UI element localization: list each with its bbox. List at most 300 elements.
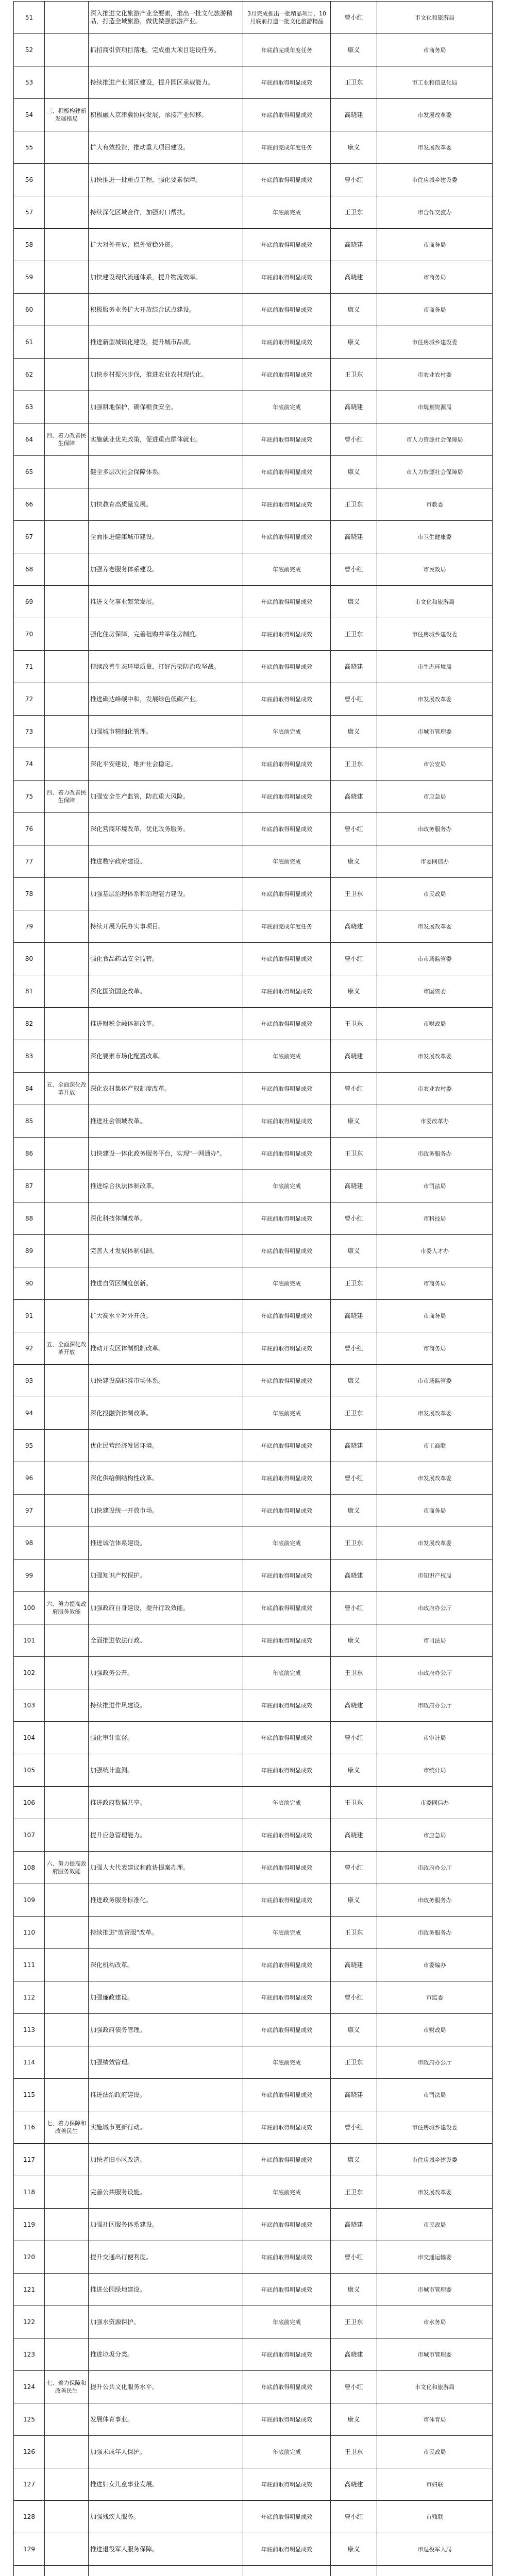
row-number: 122	[14, 2306, 45, 2338]
category-cell	[45, 2306, 89, 2338]
row-number: 75	[14, 781, 45, 813]
time-target: 年底前取得明显成效	[243, 1462, 331, 1495]
table-row	[14, 1722, 493, 1754]
time-target: 年底前取得明显成效	[243, 521, 331, 553]
category-cell: 四、着力改善民生保障	[45, 781, 89, 813]
table-row	[14, 1754, 493, 1787]
responsible-unit: 市发展改革委	[377, 131, 493, 164]
task-description: 加强政府债务管理。	[89, 2014, 243, 2046]
time-target: 年底前取得明显成效	[243, 975, 331, 1008]
row-number: 65	[14, 456, 45, 488]
category-cell	[45, 651, 89, 683]
task-description: 加快推进一批重点工程，强化要素保障。	[89, 164, 243, 196]
category-cell	[45, 910, 89, 943]
responsible-leader: 王卫东	[331, 618, 377, 651]
responsible-unit: 市住房城乡建设委	[377, 326, 493, 359]
responsible-unit: 市人力资源社会保障局	[377, 423, 493, 456]
task-description: 加强水资源保护。	[89, 2306, 243, 2338]
category-cell: 七、着力保障和改善民生	[45, 2371, 89, 2403]
row-number: 120	[14, 2241, 45, 2274]
table-row	[14, 716, 493, 748]
responsible-unit: 市住房城乡建设委	[377, 2144, 493, 2176]
table-row	[14, 2371, 493, 2403]
time-target: 年底前取得明显成效	[243, 66, 331, 99]
category-cell	[45, 1819, 89, 1852]
table-row	[14, 488, 493, 521]
table-row	[14, 1624, 493, 1657]
task-description: 强化食品药品安全监管。	[89, 943, 243, 975]
category-cell: 三、积极构建新发展格局	[45, 99, 89, 131]
time-target: 年底前取得明显成效	[243, 878, 331, 910]
row-number: 106	[14, 1787, 45, 1819]
time-target: 年底前取得明显成效	[243, 1138, 331, 1170]
responsible-leader: 曹小红	[331, 943, 377, 975]
category-cell	[45, 748, 89, 781]
time-target: 年底前取得明显成效	[243, 2209, 331, 2241]
table-row	[14, 326, 493, 359]
responsible-unit: 市政府办公厅	[377, 2046, 493, 2079]
responsible-unit: 市政府办公厅	[377, 1689, 493, 1722]
task-description: 提升公共文化服务水平。	[89, 2371, 243, 2403]
responsible-unit: 市文化和旅游局	[377, 2371, 493, 2403]
responsible-unit: 市政务服务办	[377, 813, 493, 845]
table-row	[14, 1495, 493, 1527]
responsible-unit: 市体育局	[377, 2403, 493, 2436]
task-description: 加强知识产权保护。	[89, 1560, 243, 1592]
task-description: 推进政务服务标准化。	[89, 1884, 243, 1917]
responsible-unit: 市工商联	[377, 1430, 493, 1462]
category-cell	[45, 1657, 89, 1689]
row-number: 57	[14, 196, 45, 229]
table-row	[14, 2403, 493, 2436]
responsible-unit: 市委编办	[377, 1949, 493, 1981]
responsible-unit: 市民政局	[377, 878, 493, 910]
time-target: 年底前取得明显成效	[243, 1689, 331, 1722]
category-cell	[45, 975, 89, 1008]
responsible-unit: 市教委	[377, 488, 493, 521]
time-target: 年底前取得明显成效	[243, 1852, 331, 1884]
responsible-leader: 高晓建	[331, 2079, 377, 2111]
table-row	[14, 2338, 493, 2371]
row-number: 77	[14, 845, 45, 878]
responsible-leader: 曹小红	[331, 1202, 377, 1235]
responsible-leader: 康义	[331, 1624, 377, 1657]
row-number: 55	[14, 131, 45, 164]
responsible-leader: 康义	[331, 1754, 377, 1787]
responsible-leader: 王卫东	[331, 488, 377, 521]
row-number: 127	[14, 2468, 45, 2501]
table-row	[14, 1592, 493, 1624]
responsible-leader: 曹小红	[331, 1592, 377, 1624]
responsible-leader: 康义	[331, 2403, 377, 2436]
responsible-unit: 市住房城乡建设委	[377, 618, 493, 651]
responsible-unit: 市城市管理委	[377, 716, 493, 748]
category-cell	[45, 488, 89, 521]
category-cell	[45, 2468, 89, 2501]
task-description: 实施就业优先政策，促进重点群体就业。	[89, 423, 243, 456]
table-row	[14, 651, 493, 683]
time-target: 年底前取得明显成效	[243, 261, 331, 294]
row-number: 129	[14, 2533, 45, 2566]
responsible-unit: 市公安局	[377, 748, 493, 781]
responsible-unit: 市商务局	[377, 294, 493, 326]
responsible-unit: 市发展改革委	[377, 2176, 493, 2209]
responsible-leader: 康义	[331, 975, 377, 1008]
time-target: 年底前完成	[243, 716, 331, 748]
time-target: 年底前取得明显成效	[243, 943, 331, 975]
row-number: 115	[14, 2079, 45, 2111]
responsible-unit: 市商务局	[377, 1495, 493, 1527]
table-row	[14, 1949, 493, 1981]
table-row	[14, 2436, 493, 2468]
category-cell	[45, 521, 89, 553]
task-description: 持续深化区域合作，加强对口帮扶。	[89, 196, 243, 229]
task-description: 加强城市精细化管理。	[89, 716, 243, 748]
table-row	[14, 34, 493, 66]
task-description: 推进数字政府建设。	[89, 845, 243, 878]
responsible-leader: 高晓建	[331, 1949, 377, 1981]
category-cell: 五、全面深化改革开放	[45, 1073, 89, 1105]
task-description: 深化科技体制改革。	[89, 1202, 243, 1235]
time-target: 年底前完成	[243, 1170, 331, 1202]
row-number: 117	[14, 2144, 45, 2176]
task-description: 持续推进"放管服"改革。	[89, 1917, 243, 1949]
time-target: 年底前取得明显成效	[243, 1365, 331, 1397]
row-number: 74	[14, 748, 45, 781]
time-target: 年底前取得明显成效	[243, 1332, 331, 1365]
table-row	[14, 1430, 493, 1462]
table-row	[14, 1560, 493, 1592]
category-cell	[45, 2046, 89, 2079]
responsible-unit: 市政府办公厅	[377, 1592, 493, 1624]
responsible-leader: 高晓建	[331, 1170, 377, 1202]
responsible-leader: 康义	[331, 1105, 377, 1138]
task-description: 深化营商环境改革，优化政务服务。	[89, 813, 243, 845]
time-target: 年底前完成	[243, 391, 331, 423]
category-cell	[45, 813, 89, 845]
task-description: 推进文化事业繁荣发展。	[89, 586, 243, 618]
row-number: 98	[14, 1527, 45, 1560]
task-description: 加强政府自身建设，提升行政效能。	[89, 1592, 243, 1624]
table-row	[14, 1852, 493, 1884]
responsible-leader: 高晓建	[331, 391, 377, 423]
row-number: 79	[14, 910, 45, 943]
responsible-leader: 康义	[331, 2144, 377, 2176]
row-number: 118	[14, 2176, 45, 2209]
category-cell	[45, 1397, 89, 1430]
table-row	[14, 1819, 493, 1852]
responsible-unit: 市农业农村委	[377, 1073, 493, 1105]
table-row	[14, 2111, 493, 2144]
task-description: 加强耕地保护，确保粮食安全。	[89, 391, 243, 423]
responsible-leader: 王卫东	[331, 1008, 377, 1040]
task-description: 提升交通出行便利度。	[89, 2241, 243, 2274]
responsible-leader: 康义	[331, 456, 377, 488]
table-row	[14, 521, 493, 553]
row-number: 73	[14, 716, 45, 748]
row-number: 85	[14, 1105, 45, 1138]
table-row	[14, 423, 493, 456]
responsible-leader: 高晓建	[331, 781, 377, 813]
table-row	[14, 1202, 493, 1235]
table-row	[14, 878, 493, 910]
category-cell	[45, 1495, 89, 1527]
table-row	[14, 1300, 493, 1332]
row-number: 110	[14, 1917, 45, 1949]
time-target: 年底前完成年度任务	[243, 910, 331, 943]
time-target: 年底前取得明显成效	[243, 1884, 331, 1917]
category-cell	[45, 1884, 89, 1917]
category-cell	[45, 2533, 89, 2566]
time-target: 年底前取得明显成效	[243, 2144, 331, 2176]
table-row	[14, 391, 493, 423]
responsible-unit: 市政务服务办	[377, 1138, 493, 1170]
row-number: 71	[14, 651, 45, 683]
category-cell: 六、努力提高政府服务效能	[45, 1592, 89, 1624]
responsible-unit: 市政府办公厅	[377, 1657, 493, 1689]
category-cell	[45, 456, 89, 488]
task-description: 加强残疾人服务。	[89, 2501, 243, 2533]
row-number: 104	[14, 1722, 45, 1754]
responsible-unit: 市卫生健康委	[377, 521, 493, 553]
time-target: 年底前完成	[243, 1267, 331, 1300]
responsible-leader: 高晓建	[331, 229, 377, 261]
responsible-leader: 高晓建	[331, 2209, 377, 2241]
time-target: 年底前完成	[243, 553, 331, 586]
task-description	[89, 2566, 243, 2576]
responsible-leader: 曹小红	[331, 1073, 377, 1105]
time-target: 年底前完成	[243, 1787, 331, 1819]
time-target: 年底前取得明显成效	[243, 2371, 331, 2403]
responsible-unit	[377, 2566, 493, 2576]
table-row	[14, 1040, 493, 1073]
responsible-unit: 市发展改革委	[377, 1397, 493, 1430]
table-row	[14, 196, 493, 229]
task-description: 推动开发区体制机制改革。	[89, 1332, 243, 1365]
responsible-leader: 高晓建	[331, 99, 377, 131]
category-cell: 七、着力保障和改善民生	[45, 2111, 89, 2144]
table-row	[14, 748, 493, 781]
row-number: 87	[14, 1170, 45, 1202]
task-description: 持续改善生态环境质量，打好污染防治攻坚战。	[89, 651, 243, 683]
category-cell	[45, 1235, 89, 1267]
time-target: 年底前完成	[243, 1040, 331, 1073]
category-cell	[45, 1754, 89, 1787]
category-cell	[45, 164, 89, 196]
time-target: 年底前完成	[243, 196, 331, 229]
category-cell	[45, 878, 89, 910]
row-number: 78	[14, 878, 45, 910]
responsible-unit: 市妇联	[377, 2468, 493, 2501]
category-cell	[45, 2209, 89, 2241]
category-cell	[45, 2403, 89, 2436]
row-number: 68	[14, 553, 45, 586]
time-target: 年底前取得明显成效	[243, 2338, 331, 2371]
responsible-leader: 王卫东	[331, 1267, 377, 1300]
responsible-leader: 康义	[331, 326, 377, 359]
time-target: 年底前取得明显成效	[243, 781, 331, 813]
table-row	[14, 910, 493, 943]
category-cell	[45, 1722, 89, 1754]
task-table-body	[14, 2, 493, 2576]
category-cell	[45, 1202, 89, 1235]
time-target: 年底前取得明显成效	[243, 1592, 331, 1624]
responsible-unit: 市司法局	[377, 1170, 493, 1202]
responsible-leader: 高晓建	[331, 2468, 377, 2501]
task-description: 推进财税金融体制改革。	[89, 1008, 243, 1040]
task-description: 加快老旧小区改造。	[89, 2144, 243, 2176]
responsible-leader: 康义	[331, 716, 377, 748]
task-description: 加强社区服务体系建设。	[89, 2209, 243, 2241]
responsible-unit: 市监委	[377, 1981, 493, 2014]
row-number: 92	[14, 1332, 45, 1365]
time-target: 年底前取得明显成效	[243, 1105, 331, 1138]
time-target: 年底前取得明显成效	[243, 1300, 331, 1332]
task-description: 加快建设现代流通体系，提升物流效率。	[89, 261, 243, 294]
responsible-leader: 康义	[331, 1235, 377, 1267]
category-cell	[45, 2436, 89, 2468]
responsible-unit: 市商务局	[377, 34, 493, 66]
category-cell	[45, 196, 89, 229]
row-number: 86	[14, 1138, 45, 1170]
row-number: 90	[14, 1267, 45, 1300]
category-cell	[45, 1267, 89, 1300]
task-description: 推进公园绿地建设。	[89, 2274, 243, 2306]
responsible-unit: 市住房城乡建设委	[377, 164, 493, 196]
responsible-unit: 市民政局	[377, 2209, 493, 2241]
task-description: 推进碳达峰碳中和，发展绿色低碳产业。	[89, 683, 243, 716]
responsible-unit: 市合作交流办	[377, 196, 493, 229]
task-description: 深化平安建设，维护社会稳定。	[89, 748, 243, 781]
category-cell	[45, 2144, 89, 2176]
responsible-leader: 康义	[331, 845, 377, 878]
row-number: 105	[14, 1754, 45, 1787]
responsible-leader: 高晓建	[331, 910, 377, 943]
responsible-unit: 市规划资源局	[377, 391, 493, 423]
responsible-unit: 市民政局	[377, 2436, 493, 2468]
task-description: 加强基层治理体系和治理能力建设。	[89, 878, 243, 910]
responsible-leader: 曹小红	[331, 2241, 377, 2274]
time-target: 年底前取得明显成效	[243, 2111, 331, 2144]
row-number: 76	[14, 813, 45, 845]
responsible-unit: 市知识产权局	[377, 1560, 493, 1592]
category-cell	[45, 391, 89, 423]
responsible-leader: 王卫东	[331, 359, 377, 391]
table-row	[14, 294, 493, 326]
row-number: 97	[14, 1495, 45, 1527]
responsible-leader: 康义	[331, 2014, 377, 2046]
task-description: 持续推进作风建设。	[89, 1689, 243, 1722]
row-number: 119	[14, 2209, 45, 2241]
table-row	[14, 2014, 493, 2046]
responsible-leader: 王卫东	[331, 878, 377, 910]
category-cell	[45, 1917, 89, 1949]
responsible-leader: 曹小红	[331, 2371, 377, 2403]
task-description: 积极服务业务扩大开放综合试点建设。	[89, 294, 243, 326]
category-cell	[45, 2241, 89, 2274]
table-row	[14, 553, 493, 586]
category-cell	[45, 618, 89, 651]
row-number: 123	[14, 2338, 45, 2371]
category-cell	[45, 2014, 89, 2046]
table-row	[14, 2566, 493, 2576]
time-target: 年底前取得明显成效	[243, 1430, 331, 1462]
responsible-leader: 高晓建	[331, 2338, 377, 2371]
row-number: 54	[14, 99, 45, 131]
table-row	[14, 2241, 493, 2274]
table-row	[14, 456, 493, 488]
category-cell	[45, 131, 89, 164]
task-description: 推进新型城镇化建设，提升城市品质。	[89, 326, 243, 359]
responsible-leader: 王卫东	[331, 66, 377, 99]
task-description: 加强人大代表建议和政协提案办理。	[89, 1852, 243, 1884]
category-cell	[45, 2338, 89, 2371]
responsible-unit: 市科技局	[377, 1202, 493, 1235]
responsible-unit: 市文化和旅游局	[377, 2, 493, 34]
table-row	[14, 1138, 493, 1170]
task-description: 加快建设统一开放市场。	[89, 1495, 243, 1527]
responsible-leader: 王卫东	[331, 2046, 377, 2079]
responsible-leader: 曹小红	[331, 813, 377, 845]
responsible-leader: 王卫东	[331, 196, 377, 229]
table-row	[14, 2533, 493, 2566]
category-cell	[45, 261, 89, 294]
row-number: 113	[14, 2014, 45, 2046]
time-target: 年底前完成	[243, 2176, 331, 2209]
category-cell	[45, 66, 89, 99]
category-cell	[45, 2176, 89, 2209]
responsible-leader: 高晓建	[331, 1689, 377, 1722]
time-target: 年底前取得明显成效	[243, 2501, 331, 2533]
responsible-leader	[331, 2566, 377, 2576]
time-target: 年底前取得明显成效	[243, 1008, 331, 1040]
row-number: 121	[14, 2274, 45, 2306]
row-number: 102	[14, 1657, 45, 1689]
category-cell	[45, 943, 89, 975]
category-cell	[45, 553, 89, 586]
time-target: 年底前取得明显成效	[243, 683, 331, 716]
task-description: 加快建设一体化政务服务平台，实现"一网通办"。	[89, 1138, 243, 1170]
category-cell	[45, 2501, 89, 2533]
category-cell	[45, 586, 89, 618]
category-cell	[45, 1462, 89, 1495]
responsible-leader: 曹小红	[331, 2111, 377, 2144]
category-cell: 五、全面深化改革开放	[45, 1332, 89, 1365]
task-description: 加强廉政建设。	[89, 1981, 243, 2014]
row-number: 89	[14, 1235, 45, 1267]
row-number: 51	[14, 2, 45, 34]
table-row	[14, 2, 493, 34]
task-description: 推进妇女儿童事业发展。	[89, 2468, 243, 2501]
task-description: 推进政府数据共享。	[89, 1787, 243, 1819]
category-cell	[45, 1365, 89, 1397]
task-description: 抓招商引资项目落地，完成重大项目建设任务。	[89, 34, 243, 66]
task-description: 推进社会领域改革。	[89, 1105, 243, 1138]
category-cell	[45, 1008, 89, 1040]
task-description: 推进垃圾分类。	[89, 2338, 243, 2371]
table-row	[14, 229, 493, 261]
responsible-leader: 高晓建	[331, 1560, 377, 1592]
time-target: 年底前取得明显成效	[243, 423, 331, 456]
task-description: 深化供给侧结构性改革。	[89, 1462, 243, 1495]
table-row	[14, 2079, 493, 2111]
time-target: 年底前取得明显成效	[243, 326, 331, 359]
row-number: 62	[14, 359, 45, 391]
table-row	[14, 1917, 493, 1949]
task-description: 加强绩效管理。	[89, 2046, 243, 2079]
category-cell: 四、着力改善民生保障	[45, 423, 89, 456]
task-description: 深化投融资体制改革。	[89, 1397, 243, 1430]
